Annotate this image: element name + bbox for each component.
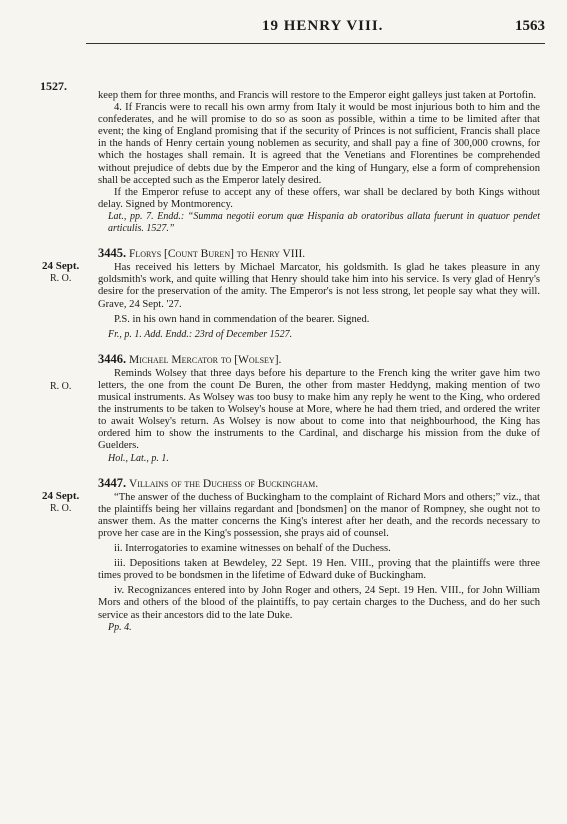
page-number: 1563 (515, 18, 545, 34)
entry-date: 24 Sept. (42, 489, 80, 502)
entry-paragraph: Has received his letters by Michael Marcator, his goldsmith. Is glad he takes pleasure in any goldsmith's work, and quite willing that Henry should take him into his service. Is very glad of Henry's desire for the preservation of the amity. The Emperor's is not less strong, let people say what they will. Grave, 24 Sept. '27. (98, 262, 540, 310)
continuation-paragraph: 4. If Francis were to recall his own army from Italy it would be most injurious both to him and the confederates, and he will promise to do so as soon as possible, within a time to be limited after that event; the king of England promising that if the security of Princes is not sufficient, Francis shall place in the hands of Henry certain young noblemen as security, and shall pay a fine of 300,000 crowns, for which the hostages shall remain. It is agreed that the Venetians and Florentines be comprehended without prejudice of debts due by the Emperor and the king of Hungary, else a form of comprehension shall be accepted such as the Emperor lately desired. (98, 102, 540, 186)
calendar-entry-3447 (42, 475, 540, 634)
year-margin-note: 1527. (40, 79, 67, 93)
entry-paragraph: P.S. in his own hand in commendation of the bearer. Signed. (114, 313, 370, 325)
document-reference: Fr., p. 1. Add. Endd.: 23rd of December 1527. (108, 328, 293, 340)
entry-heading (98, 353, 540, 366)
entry-number: 3445. (98, 246, 127, 261)
calendar-entry-3445 (42, 246, 540, 341)
entry-date: 24 Sept. (42, 260, 80, 273)
document-reference: Hol., Lat., p. 1. (108, 452, 169, 464)
entry-paragraph: iv. Recognizances entered into by John Roger and others, 24 Sept. 19 Hen. VIII., for John William Mors and others of the blood of the plaintiffs, to pay certain charges to the Duchess, and do her such service as their ancestors did to the late Duke. (98, 585, 540, 621)
continuation-paragraph: If the Emperor refuse to accept any of these offers, war shall be declared by both Kings without delay. Signed by Montmorency. (98, 186, 540, 210)
entry-title: Florys [Count Buren] to Henry VIII. (129, 248, 306, 261)
calendar-entry-3446 (50, 351, 540, 465)
continuation-paragraph: keep them for three months, and Francis will restore to the Emperor eight galleys just taken at Portofin. (98, 90, 537, 101)
header-rule (86, 43, 545, 44)
entry-heading (98, 247, 540, 260)
running-head: 19 HENRY VIII. (262, 18, 384, 34)
entry-source: R. O. (50, 502, 72, 514)
entry-paragraph: Reminds Wolsey that three days before his departure to the French king the writer gave him two letters, the one from the count De Buren, the other from master Heddyng, making mention of two musical instruments. As Wolsey was too busy to make him any reply he went to the King, who ordered the instruments to be taken to Wolsey's house at More, where he had them tried, and ordered the writer to await Wolsey's return. As Wolsey is now about to come into that neighbourhood, the King has ordered him to show the instruments to the Cardinal, and discharge his mission from the duke of Guelders. (98, 367, 540, 452)
entry-title: Villains of the Duchess of Buckingham. (129, 477, 319, 490)
entry-title: Michael Mercator to [Wolsey]. (129, 353, 282, 366)
entry-source: R. O. (50, 273, 72, 285)
entry-number: 3446. (98, 351, 127, 366)
entry-source: R. O. (50, 380, 72, 392)
entry-number: 3447. (98, 475, 127, 490)
document-reference: Lat., pp. 7. Endd.: “Summa negotii eorum quæ Hispania ab oratoribus allata fuerunt in quatuor pendet articulis. 1527.” (108, 210, 540, 235)
entry-paragraph: ii. Interrogatories to examine witnesses on behalf of the Duchess. (114, 543, 391, 555)
entry-heading (98, 477, 540, 490)
page-header (0, 16, 567, 38)
entry-paragraph: “The answer of the duchess of Buckingham to the complaint of Richard Mors and others;” viz., that the plaintiffs being her villains regardant and [bondsmen] on the manor of Rompney, she ought not to answer them. As the matter concerns the King's interest after her death, and the records necessary to prove her case are in the King's possession, she prays aid of counsel. (98, 491, 540, 539)
document-body (42, 90, 540, 634)
entry-paragraph: iii. Depositions taken at Bewdeley, 22 Sept. 19 Hen. VIII., proving that the plaintiffs were three times proved to be bondsmen in the lifetime of Edward duke of Buckingham. (98, 558, 540, 582)
document-reference: Pp. 4. (108, 621, 132, 633)
